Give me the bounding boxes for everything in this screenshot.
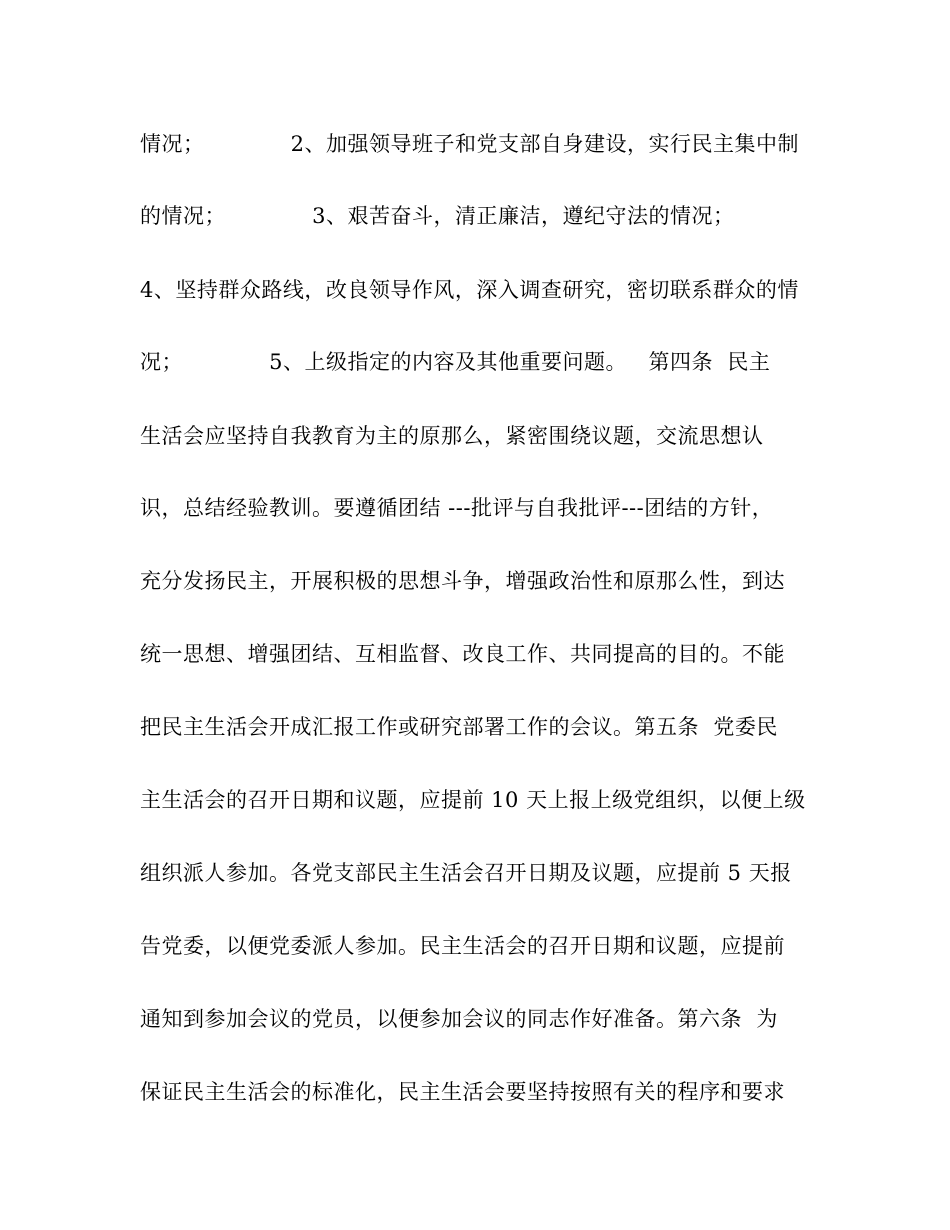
text-line-12: 告党委，以便党委派人参加。民主生活会的召开日期和议题，应提前 xyxy=(140,934,785,958)
text-line-6: 识，总结经验教训。要遵循团结 ---批评与自我批评---团结的方针， xyxy=(140,496,774,520)
text-line-14: 保证民主生活会的标准化，民主生活会要坚持按照有关的程序和要求 xyxy=(140,1080,785,1104)
text-line-8: 统一思想、增强团结、互相监督、改良工作、共同提高的目的。不能 xyxy=(140,642,785,666)
text-line-3: 4、坚持群众路线，改良领导作风，深入调查研究，密切联系群众的情 xyxy=(140,278,799,302)
text-line-7: 充分发扬民主，开展积极的思想斗争，增强政治性和原那么性，到达 xyxy=(140,569,785,593)
text-line-9: 把民主生活会开成汇报工作或研究部署工作的会议。第五条 党委民 xyxy=(140,715,778,739)
text-line-2: 的情况； 3、艰苦奋斗，清正廉洁，遵纪守法的情况； xyxy=(140,204,735,228)
text-line-11: 组织派人参加。各党支部民主生活会召开日期及议题，应提前 5 天报 xyxy=(140,861,792,885)
text-line-10: 主生活会的召开日期和议题，应提前 10 天上报上级党组织，以便上级 xyxy=(140,788,806,812)
text-line-4: 况； 5、上级指定的内容及其他重要问题。 第四条 民主 xyxy=(140,350,771,374)
text-line-13: 通知到参加会议的党员，以便参加会议的同志作好准备。第六条 为 xyxy=(140,1007,778,1031)
text-line-5: 生活会应坚持自我教育为主的原那么，紧密围绕议题，交流思想认 xyxy=(140,424,764,448)
text-line-1: 情况； 2、加强领导班子和党支部自身建设，实行民主集中制 xyxy=(140,132,799,156)
